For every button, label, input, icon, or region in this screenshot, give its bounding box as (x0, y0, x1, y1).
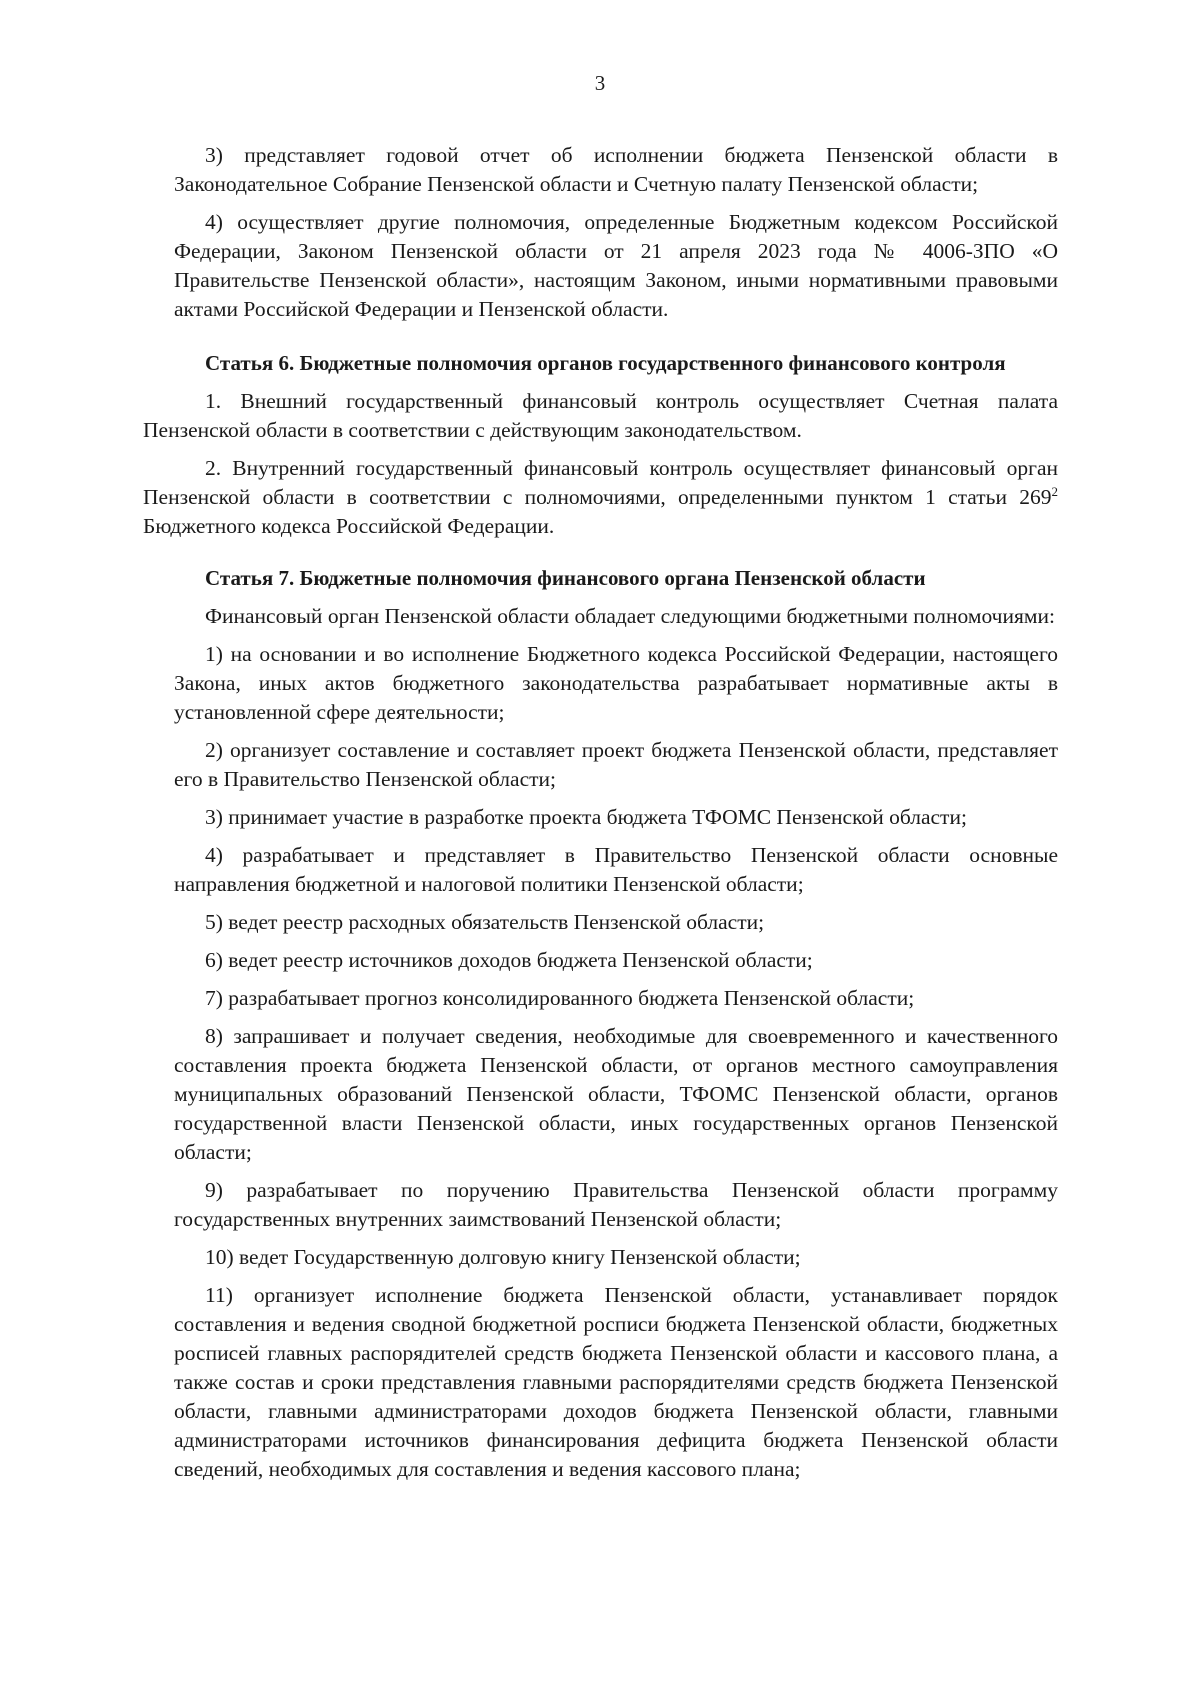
page-number: 3 (594, 71, 606, 95)
paragraph-text: 2. Внутренний государственный финансовый контроль осуществляет финансовый орган Пензенской области в соответствии с полномочиями, определенными пунктом 1 статьи 269 (143, 456, 1058, 509)
list-item: 7) разрабатывает прогноз консолидированного бюджета Пензенской области; (205, 986, 915, 1010)
list-item: 9) разрабатывает по поручению Правительства Пензенской области программу государственных внутренних заимствований Пензенской области; (174, 1178, 1058, 1231)
list-item: 2) организует составление и составляет проект бюджета Пензенской области, представляет его в Правительство Пензенской области; (174, 738, 1058, 791)
list-item: 1) на основании и во исполнение Бюджетного кодекса Российской Федерации, настоящего Закона, иных актов бюджетного законодательства разрабатывает нормативные акты в установленной сфере деятельности; (174, 642, 1058, 724)
superscript: 2 (1051, 483, 1058, 499)
list-item: 3) представляет годовой отчет об исполнении бюджета Пензенской области в Законодательное Собрание Пензенской области и Счетную палату Пензенской области; (174, 143, 1058, 196)
article-6-heading: Статья 6. Бюджетные полномочия органов государственного финансового контроля (205, 351, 1006, 375)
list-item: 10) ведет Государственную долговую книгу Пензенской области; (205, 1245, 801, 1269)
document-body (143, 141, 1058, 1484)
article-7-heading: Статья 7. Бюджетные полномочия финансового органа Пензенской области (205, 566, 926, 590)
list-item: 4) осуществляет другие полномочия, определенные Бюджетным кодексом Российской Федерации, Законом Пензенской области от 21 апреля 2023 года № 4006-ЗПО «О Правительстве Пензенской области», настоящим Законом, иными нормативными правовыми актами Российской Федерации и Пензенской области. (174, 210, 1058, 321)
list-item: 8) запрашивает и получает сведения, необходимые для своевременного и качественного составления проекта бюджета Пензенской области, от органов местного самоуправления муниципальных образований Пензенской области, ТФОМС Пензенской области, органов государственной власти Пензенской области, иных государственных органов Пензенской области; (174, 1024, 1058, 1164)
article-6-paragraph-2 (143, 454, 1058, 541)
paragraph-text: Бюджетного кодекса Российской Федерации. (143, 514, 555, 538)
article-6-paragraph-1: 1. Внешний государственный финансовый контроль осуществляет Счетная палата Пензенской области в соответствии с действующим законодательством. (143, 389, 1058, 442)
article-7-intro: Финансовый орган Пензенской области обладает следующими бюджетными полномочиями: (205, 604, 1055, 628)
list-item: 11) организует исполнение бюджета Пензенской области, устанавливает порядок составления и ведения сводной бюджетной росписи бюджета Пензенской области, бюджетных росписей главных распорядителей средств бюджета Пензенской области и кассового плана, а также состав и сроки представления главными распорядителями средств бюджета Пензенской области, главными администраторами доходов бюджета Пензенской области, главными администраторами источников финансирования дефицита бюджета Пензенской области сведений, необходимых для составления и ведения кассового плана; (174, 1283, 1058, 1481)
list-item: 4) разрабатывает и представляет в Правительство Пензенской области основные направления бюджетной и налоговой политики Пензенской области; (174, 843, 1058, 896)
list-item: 3) принимает участие в разработке проекта бюджета ТФОМС Пензенской области; (205, 805, 967, 829)
list-item: 6) ведет реестр источников доходов бюджета Пензенской области; (205, 948, 813, 972)
list-item: 5) ведет реестр расходных обязательств Пензенской области; (205, 910, 765, 934)
